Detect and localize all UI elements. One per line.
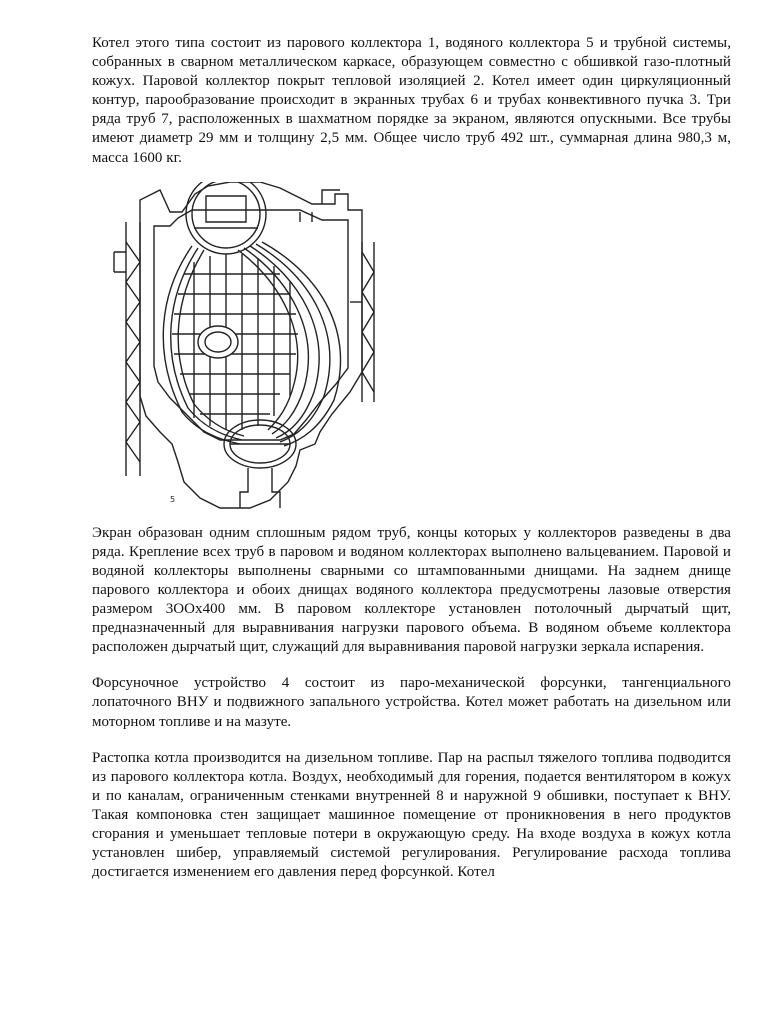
paragraph-boiler-description: Котел этого типа состоит из парового коллектора 1, водяного коллектора 5 и трубной системы, собранных в сварном металлическом каркасе, образующем совместно с обшивкой газо-плотный кожух. Паровой коллектор покрыт тепловой изоляцией 2. Котел имеет один циркуляционный контур, парообразование происходит в экранных трубах 6 и трубах конвективного пучка 3. Три ряда труб 7, расположенных в шахматном порядке за экраном, являются опускными. Все трубы имеют диаметр 29 мм и толщину 2,5 мм. Общее число труб 492 шт., суммарная длина 980,3 м, масса 1600 кг. (92, 35, 731, 166)
paragraph-screen-description: Экран образован одним сплошным рядом труб, концы которых у коллекторов разведены в два ряда. Крепление всех труб в паровом и водяном коллекторах выполнено вальцеванием. Паровой и водяной коллекторы выполнены сварными со штампованными днищами. На заднем днище парового коллектора и обоих днищах водяного коллектора предусмотрены лазовые отверстия размером 3OOx400 мм. В паровом коллекторе установлен потолочный дырчатый щит, предназначенный для выравнивания нагрузки парового объема. В водяном объеме коллектора расположен дырчатый щит, служащий для выравнивания паровой нагрузки зеркала испарения. (92, 524, 731, 656)
document-page (92, 34, 731, 882)
figure-label-5: 5 (170, 494, 176, 504)
paragraph-burner-description: Форсуночное устройство 4 состоит из паро-механической форсунки, тангенциального лопаточного ВНУ и подвижного запального устройства. Котел может работать на дизельном или моторном топливе и на мазуте. (92, 675, 731, 730)
paragraph-startup-description: Растопка котла производится на дизельном топливе. Пар на распыл тяжелого топлива подводится из парового коллектора котла. Воздух, необходимый для горения, подается вентилятором в кожух и по каналам, ограниченным стенками внутренней 8 и наружной 9 обшивки, поступает к ВНУ. Такая компоновка стен защищает машинное помещение от проникновения в него продуктов сгорания и уменьшает тепловые потери в окружающую среду. На входе воздуха в кожух котла установлен шибер, управляемый системой регулирования. Регулирование расхода топлива достигается изменением его давления перед форсункой. Котел (92, 749, 731, 881)
boiler-cross-section-drawing (100, 182, 400, 512)
